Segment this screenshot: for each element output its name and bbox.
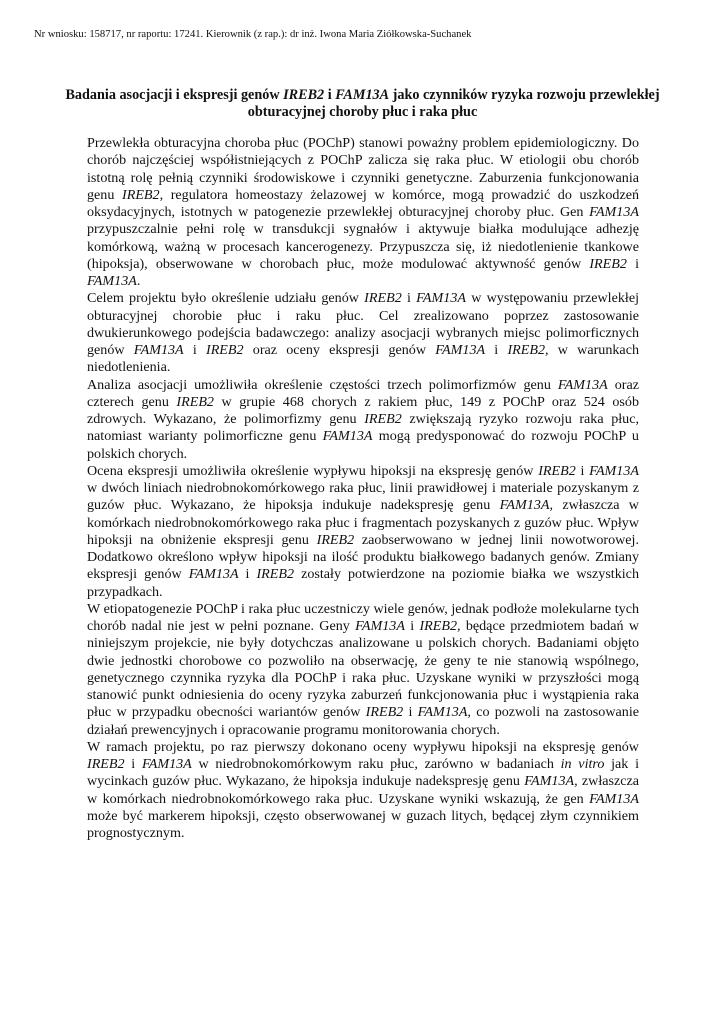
paragraph-association: Analiza asocjacji umożliwiła określenie częstości trzech polimorfizmów genu FAM13A oraz czterech genu IREB2 w grupie 468 chorych z rakiem płuc, 149 z POChP oraz 524 osób zdrowych. Wykazano, że polimorfizmy genu IREB2 zwiększają ryzyko rozwoju raka płuc, natomiast warianty polimorficzne genu FAM13A mogą predysponować do rozwoju POChP u polskich chorych. (87, 376, 639, 462)
report-header: Nr wniosku: 158717, nr raportu: 17241. Kierownik (z rap.): dr inż. Iwona Maria Ziółkowska-Suchanek (34, 29, 472, 40)
document-body (87, 135, 639, 842)
paragraph-etiopathogenesis: W etiopatogenezie POChP i raka płuc uczestniczy wiele genów, jednak podłoże molekularne tych chorób nadal nie jest w pełni poznane. Geny FAM13A i IREB2, będące przedmiotem badań w niniejszym projekcie, nie były dotychczas analizowane u polskich chorych. Badaniami objęto dwie jednostki chorobowe co pozwoliło na obserwację, że geny te nie stanowią wspólnego, genetycznego czynnika ryzyka dla POChP i raka płuc. Uzyskane wyniki w przyszłości mogą stanowić punkt odniesienia do oceny ryzyka zaburzeń funkcjonowania płuc i wystąpienia raka płuc w przypadku obecności wariantów genów IREB2 i FAM13A, co pozwoli na zastosowanie działań prewencyjnych i opracowanie programu monitorowania chorych. (87, 600, 639, 738)
paragraph-introduction: Przewlekła obturacyjna choroba płuc (POChP) stanowi poważny problem epidemiologiczny. Do chorób najczęściej współistniejących z POChP zalicza się raka płuc. W etiologii obu chorób istotną rolę pełnią czynniki środowiskowe i czynniki genetyczne. Zaburzenia funkcjonowania genu IREB2, regulatora homeostazy żelazowej w komórce, mogą prowadzić do uszkodzeń oksydacyjnych, istotnych w patogenezie przewlekłej obturacyjnej choroby płuc. Gen FAM13A przypuszczalnie pełni rolę w transdukcji sygnałów i aktywuje białka modulujące adhezję komórkową, ważną w procesach kancerogenezy. Przypuszcza się, iż niedotlenienie tkankowe (hipoksja), obserwowane w chorobach płuc, może modulować aktywność genów IREB2 i FAM13A. (87, 135, 639, 289)
paragraph-aim: Celem projektu było określenie udziału genów IREB2 i FAM13A w występowaniu przewlekłej obturacyjnej chorobie płuc i raku płuc. Cel zrealizowano poprzez zastosowanie dwukierunkowego podejścia badawczego: analizy asocjacji wybranych miejsc polimorficznych genów FAM13A i IREB2 oraz oceny ekspresji genów FAM13A i IREB2, w warunkach niedotlenienia. (87, 290, 639, 376)
paragraph-expression: Ocena ekspresji umożliwiła określenie wypływu hipoksji na ekspresję genów IREB2 i FAM13A w dwóch liniach niedrobnokomórkowego raka płuc, linii prawidłowej i materiale pozyskanym z guzów płuc. Wykazano, że hipoksja indukuje nadekspresję genu FAM13A, zwłaszcza w komórkach niedrobnokomórkowego raka płuc i fragmentach pozyskanych z guzów płuc. Wpływ hipoksji na obniżenie ekspresji genu IREB2 zaobserwowano w jednej linii nowotworowej. Dodatkowo określono wpływ hipoksji na ilość produktu białkowego badanych genów. Zmiany ekspresji genów FAM13A i IREB2 zostały potwierdzone na poziomie białka we wszystkich przypadkach. (87, 462, 639, 600)
document-title: Badania asocjacji i ekspresji genów IREB2 i FAM13A jako czynników ryzyka rozwoju przewlekłej obturacyjnej choroby płuc i raka płuc (65, 87, 660, 120)
paragraph-conclusion: W ramach projektu, po raz pierwszy dokonano oceny wypływu hipoksji na ekspresję genów IREB2 i FAM13A w niedrobnokomórkowym raku płuc, zarówno w badaniach in vitro jak i wycinkach guzów płuc. Wykazano, że hipoksja indukuje nadekspresję genu FAM13A, zwłaszcza w komórkach niedrobnokomórkowego raka płuc. Uzyskane wyniki wskazują, że gen FAM13A może być markerem hipoksji, często obserwowanej w guzach litych, będącej złym czynnikiem prognostycznym. (87, 738, 640, 841)
